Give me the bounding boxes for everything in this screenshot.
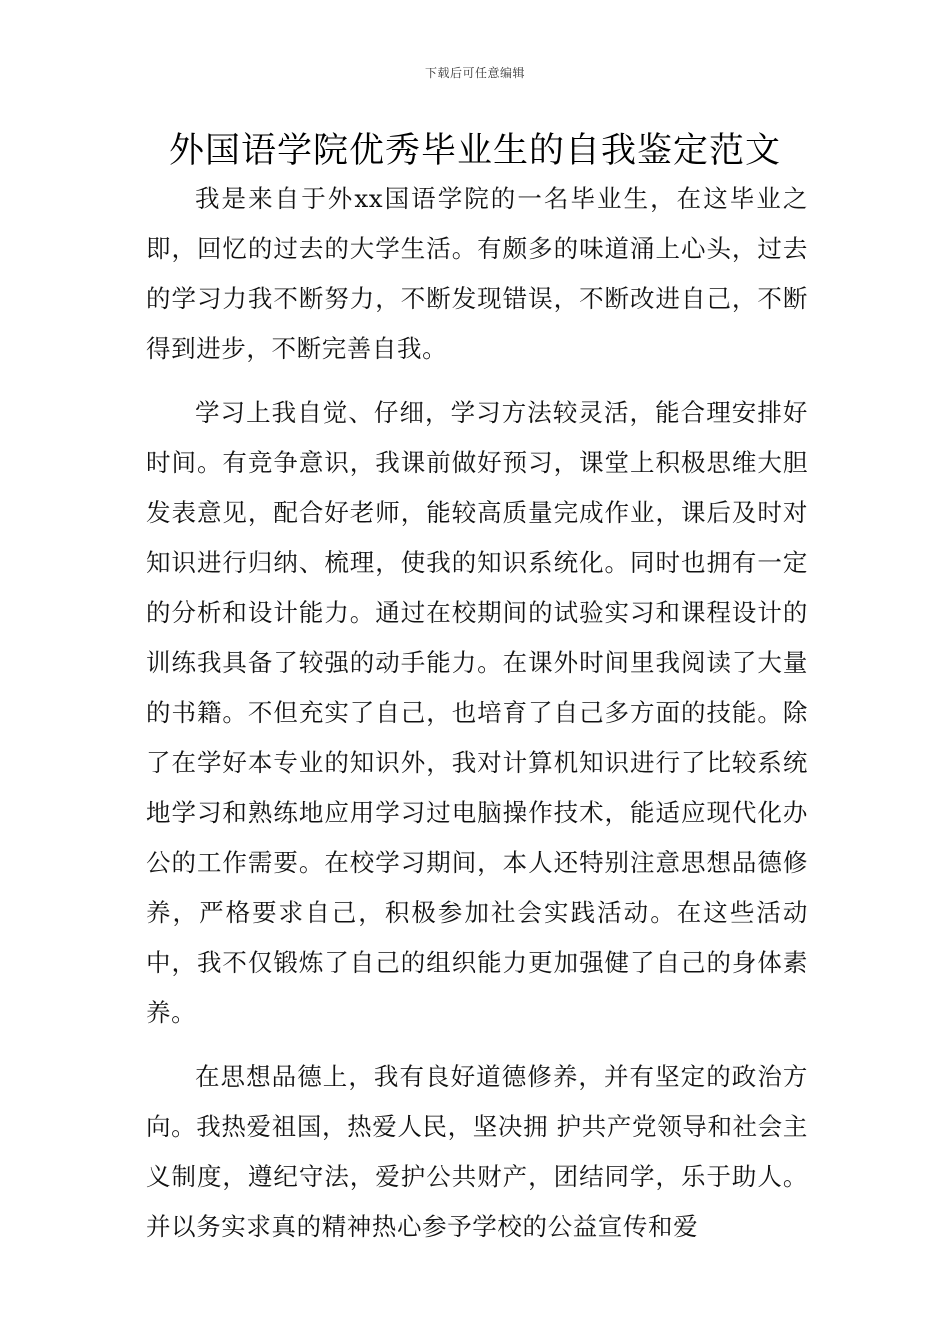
- header-note: 下载后可任意编辑: [424, 66, 525, 80]
- document-title: 外国语学院优秀毕业生的自我鉴定范文: [168, 131, 781, 171]
- paragraph-morality: 在思想品德上，我有良好道德修养，并有坚定的政治方向。我热爱祖国，热爱人民，坚决拥 护共产党领导和社会主义制度，遵纪守法，爱护公共财产，团结同学，乐于助人。并以务实求真的精神热心参予学校的公益宣传和爱: [146, 1062, 808, 1241]
- paragraph-study: 学习上我自觉、仔细，学习方法较灵活，能合理安排好时间。有竞争意识，我课前做好预习，课堂上积极思维大胆发表意见，配合好老师，能较高质量完成作业，课后及时对知识进行归纳、梳理，使我的知识系统化。同时也拥有一定的分析和设计能力。通过在校期间的试验实习和课程设计的训练我具备了较强的动手能力。在课外时间里我阅读了大量的书籍。不但充实了自己，也培育了自己多方面的技能。除了在学好本专业的知识外，我对计算机知识进行了比较系统地学习和熟练地应用学习过电脑操作技术，能适应现代化办公的工作需要。在校学习期间，本人还特别注意思想品德修养，严格要求自己，积极参加社会实践活动。在这些活动中，我不仅锻炼了自己的组织能力更加强健了自己的身体素养。: [146, 398, 808, 1027]
- paragraph-intro: 我是来自于外xx国语学院的一名毕业生，在这毕业之即，回忆的过去的大学生活。有颇多的味道涌上心头，过去的学习力我不断努力，不断发现错误，不断改进自己，不断得到进步，不断完善自我。: [146, 184, 808, 363]
- document-body: [146, 174, 808, 1266]
